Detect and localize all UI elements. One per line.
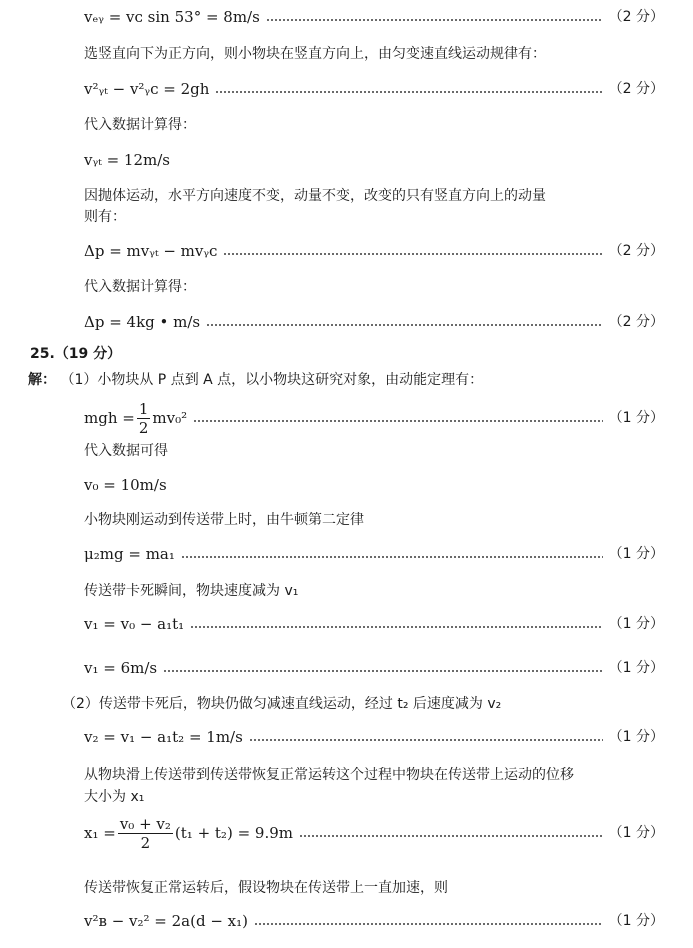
leader-dots [299, 835, 603, 837]
score-label: （2 分） [608, 243, 664, 259]
equation-vb [84, 911, 664, 931]
score-label: （1 分） [608, 546, 664, 562]
equation-v2 [84, 727, 664, 747]
equation-text: v₁ = v₀ − a₁t₁ [84, 615, 185, 633]
text-line: 代入数据计算得： [84, 117, 196, 133]
score-label: （2 分） [608, 9, 664, 25]
leader-dots [181, 556, 603, 558]
leader-dots [193, 420, 603, 422]
score-label: （1 分） [608, 825, 664, 841]
text-line: 从物块滑上传送带到传送带恢复正常运转这个过程中物块在传送带上运动的位移 [84, 767, 574, 783]
score-label: （1 分） [608, 616, 664, 632]
text-line: 代入数据可得 [84, 443, 168, 459]
text-line: （1）小物块从 P 点到 A 点，以小物块这研究对象，由动能定理有： [60, 372, 484, 388]
solution-label: 解： [28, 372, 56, 388]
score-label: （1 分） [608, 660, 664, 676]
equation-rhs: mv₀² [152, 409, 188, 427]
score-label: （2 分） [608, 314, 664, 330]
equation-momentum-value [84, 312, 664, 332]
fraction-denominator: 2 [140, 833, 151, 852]
text-line: 大小为 x₁ [84, 789, 145, 805]
equation-lhs: mgh = [84, 409, 135, 427]
leader-dots [249, 739, 603, 741]
leader-dots [254, 923, 603, 925]
text-line: 小物块刚运动到传送带上时，由牛顿第二定律 [84, 512, 364, 528]
text-line: 因抛体运动，水平方向速度不变，动量不变，改变的只有竖直方向上的动量 [84, 188, 546, 204]
equation-v0: v₀ = 10m/s [84, 476, 167, 494]
fraction-denominator: 2 [138, 418, 149, 437]
leader-dots [206, 324, 603, 326]
equation-text: v²ʙ − v₂² = 2a(d − x₁) [84, 912, 249, 930]
score-label: （1 分） [608, 729, 664, 745]
text-line: 则有： [84, 209, 126, 225]
fraction-numerator: v₀ + v₂ [119, 814, 171, 833]
equation-rhs: (t₁ + t₂) = 9.9m [174, 824, 293, 842]
fraction [137, 400, 151, 437]
equation-v1-formula [84, 614, 664, 634]
text-line: （2）传送带卡死后，物块仍做匀减速直线运动，经过 t₂ 后速度减为 v₂ [62, 696, 502, 712]
equation-text: Δp = mvᵧₜ − mvᵧᴄ [84, 242, 218, 260]
score-label: （2 分） [608, 81, 664, 97]
leader-dots [163, 670, 603, 672]
equation-text: v₁ = 6m/s [84, 659, 158, 677]
leader-dots [266, 19, 603, 21]
fraction [118, 815, 173, 852]
leader-dots [215, 91, 602, 93]
equation-v1-value [84, 658, 664, 678]
equation-text: v₂ = v₁ − a₁t₂ = 1m/s [84, 728, 243, 746]
leader-dots [190, 626, 602, 628]
equation-newton [84, 544, 664, 564]
equation-momentum-change [84, 241, 664, 261]
text-line: 代入数据计算得： [84, 279, 196, 295]
equation-vcy [84, 7, 664, 27]
equation-vyt: vᵧₜ = 12m/s [84, 151, 170, 169]
solution-intro [28, 370, 483, 390]
equation-vertical-kinematics [84, 79, 664, 99]
text-line: 传送带恢复正常运转后，假设物块在传送带上一直加速，则 [84, 880, 448, 896]
fraction-numerator: 1 [138, 399, 149, 418]
equation-x1 [84, 813, 664, 853]
equation-lhs: x₁ = [84, 824, 116, 842]
equation-energy [84, 398, 664, 438]
equation-text: v²ᵧₜ − v²ᵧᴄ = 2gh [84, 80, 210, 98]
equation-text: μ₂mg = ma₁ [84, 545, 175, 563]
score-label: （1 分） [608, 410, 664, 426]
score-label: （1 分） [608, 913, 664, 929]
text-line: 选竖直向下为正方向，则小物块在竖直方向上，由匀变速直线运动规律有： [84, 46, 546, 62]
leader-dots [223, 253, 602, 255]
equation-text: Δp = 4kg • m/s [84, 313, 201, 331]
equation-text: vₑᵧ = vᴄ sin 53° = 8m/s [84, 8, 260, 26]
text-line: 传送带卡死瞬间，物块速度减为 v₁ [84, 583, 299, 599]
question-number: 25.（19 分） [30, 346, 122, 362]
